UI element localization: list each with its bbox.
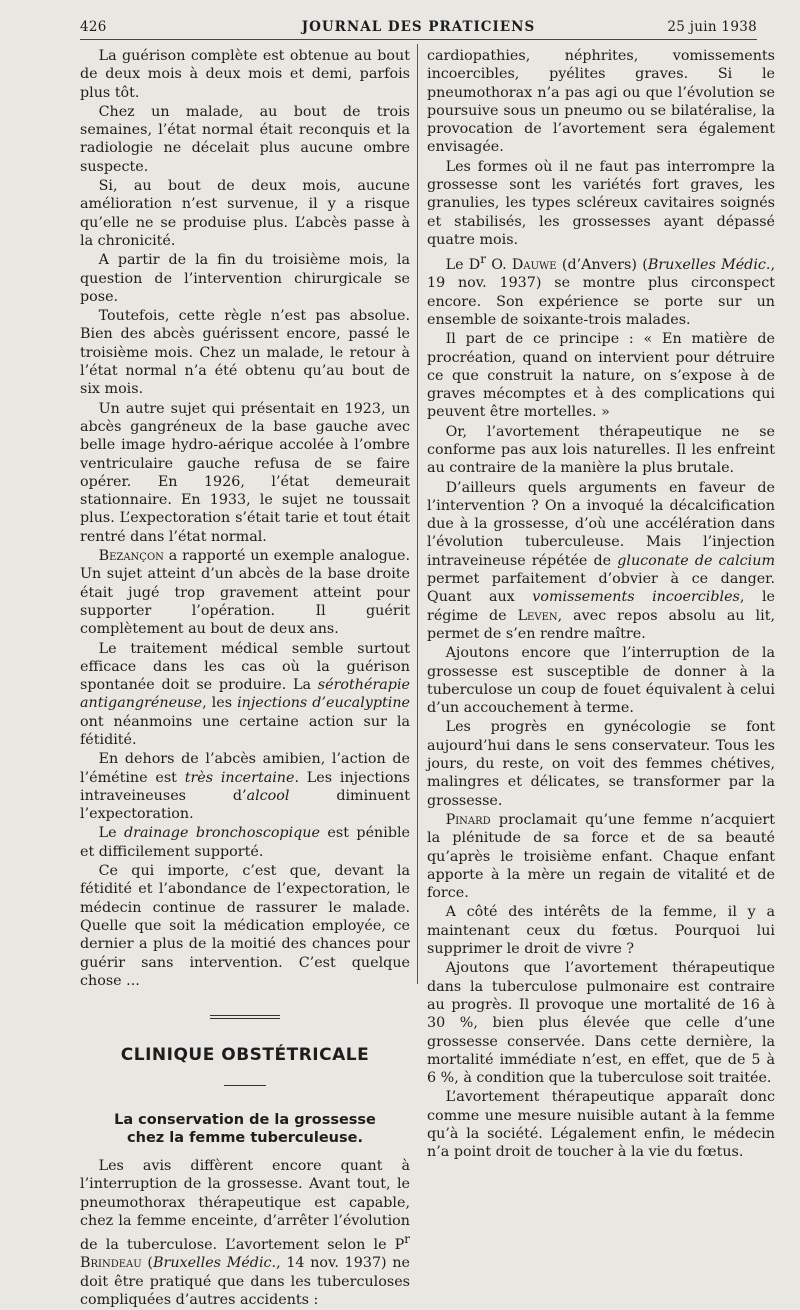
author-name: Brindeau [80, 1255, 142, 1272]
section-underline [80, 1073, 410, 1091]
author-name: Leven [517, 607, 558, 624]
author-name: Pinard [445, 811, 491, 828]
issue-date: 25 juin 1938 [667, 19, 757, 35]
paragraph: La guérison complète est obtenue au bout de deux mois à deux mois et demi, parfois plus tôt. [80, 48, 410, 101]
page-number: 426 [80, 19, 107, 35]
author-name: Bezançon [98, 548, 164, 565]
paragraph: Les formes où il ne faut pas interrompre la grossesse sont les variétés fort graves, les granulies, les types scléreux cavitaires soignés et stabilisés, les grossesses ayant dépassé quatre mois. [427, 158, 775, 248]
paragraph: Les avis diffèrent encore quant à l’interruption de la grossesse. Avant tout, le pneumothorax thérapeutique est capable, chez la femme enceinte, d’arrêter l’évolution de la tuberculose. L’avortement selon le $P^r$ Brindeau (Bruxelles Médic., 14 nov. 1937) ne doit être pratiqué que dans les tuberculoses compliquées d’autres accidents : [80, 1158, 410, 1308]
paragraph: Il part de ce principe : « En matière de procréation, quand on intervient pour détruire ce que construit la nature, on s’expose à de graves mécomptes et à des complications qui peuvent être mortelles. » [427, 331, 775, 421]
paragraph: Un autre sujet qui présentait en 1923, un abcès gangréneux de la base gauche avec belle image hydro-aérique accolée à l’ombre ventriculaire gauche refusa de se faire opérer. En 1926, l’état demeurait stationnaire. En 1933, le sujet ne toussait plus. L’expectoration s’était tarie et tout était rentré dans l’état normal. [80, 400, 410, 545]
paragraph: Or, l’avortement thérapeutique ne se conforme pas aux lois naturelles. Il les enfreint au contraire de la manière la plus brutale. [427, 423, 775, 477]
article-title: La conservation de la grossesse chez la femme tuberculeuse. [114, 1112, 376, 1147]
paragraph: Le drainage bronchoscopique est pénible et difficilement supporté. [80, 825, 410, 860]
section-separator [80, 1006, 410, 1024]
column-divider [417, 44, 418, 984]
paragraph: L’avortement thérapeutique apparaît donc comme une mesure nuisible autant à la femme qu’à la société. Légalement enfin, le médecin n’a point droit de toucher à la vie du fœtus. [427, 1089, 775, 1161]
author-name: O. Dauwe [485, 257, 557, 274]
paragraph: Le traitement médical semble surtout efficace dans les cas où la guérison spontanée doit se produire. La sérothérapie antigangréneuse, les injections d’eucalyptine ont néanmoins une certaine action sur la fétidité. [80, 640, 410, 748]
paragraph: Toutefois, cette règle n’est pas absolue. Bien des abcès guérissent encore, passé le troisième mois. Chez un malade, le retour à l’état normal n’a été obtenu qu’au bout de six mois. [80, 308, 410, 398]
paragraph: Ce qui importe, c’est que, devant la fétidité et l’abondance de l’expectoration, le médecin continue de rassurer le malade. Quelle que soit la médication employée, ce dernier a plus de la moitié des chances pour guérir sans intervention. C’est quelque chose ... [80, 863, 410, 989]
section-title: CLINIQUE OBSTÉTRICALE [120, 1045, 370, 1066]
page-header [80, 17, 757, 40]
paragraph: Les progrès en gynécologie se font aujourd’hui dans le sens conservateur. Tous les jours, du reste, on voit des femmes chétives, malingres et délicates, se transformer par la grossesse. [427, 719, 775, 809]
paragraph: En dehors de l’abcès amibien, l’action de l’émétine est très incertaine. Les injections intraveineuses d’alcool diminuent l’expectoration. [80, 751, 411, 823]
left-column [80, 47, 410, 1310]
paragraph: Ajoutons encore que l’interruption de la grossesse est susceptible de donner à la tuberculose un coup de fouet équivalent à celui d’un accouchement à terme. [427, 645, 775, 717]
paragraph: A partir de la fin du troisième mois, la question de l’intervention chirurgicale se pose. [80, 252, 410, 305]
paragraph: Chez un malade, au bout de trois semaines, l’état normal était reconquis et la radiologie ne décelait plus aucune ombre suspecte. [80, 103, 410, 175]
paragraph: Le $D^r$ O. Dauwe (d’Anvers) (Bruxelles Médic., 19 nov. 1937) se montre plus circonspect encore. Son expérience se porte sur un ensemble de soixante-trois malades. [427, 252, 776, 328]
paragraph: Bezançon a rapporté un exemple analogue. Un sujet atteint d’un abcès de la base droite était jugé trop gravement atteint pour supporter l’opération. Il guérit complètement au bout de deux ans. [80, 548, 410, 638]
paragraph: Si, au bout de deux mois, aucune amélioration n’est survenue, il y a risque qu’elle ne se produise plus. L’abcès passe à la chronicité. [80, 178, 410, 249]
paragraph: Ajoutons que l’avortement thérapeutique dans la tuberculose pulmonaire est contraire au progrès. Il provoque une mortalité de 16 à 30 %, bien plus élevée que celle d’une grossesse conservée. Dans cette dernière, la mortalité immédiate n’est, en effet, que de 5 à 6 %, à condition que la tuberculose soit traitée. [427, 960, 775, 1087]
journal-title: JOURNAL DES PRATICIENS [301, 19, 536, 35]
paragraph: Pinard proclamait qu’une femme n’acquiert la plénitude de sa force et de sa beauté qu’après le troisième enfant. Chaque enfant apporte à la mère un regain de vitalité et de force. [427, 811, 775, 902]
paragraph: cardiopathies, néphrites, vomissements incoercibles, pyélites graves. Si le pneumothorax n’a pas agi ou que l’évolution se poursuive sous un pneumo ou se bilatéralise, la provocation de l’avortement sera également envisagée. [427, 48, 775, 156]
paragraph: A côté des intérêts de la femme, il y a maintenant ceux du fœtus. Pourquoi lui supprimer le droit de vivre ? [427, 904, 775, 958]
paragraph: D’ailleurs quels arguments en faveur de l’intervention ? On a invoqué la décalcification due à la grossesse, d’où une accélération dans l’évolution tuberculeuse. Mais l’injection intraveineuse répétée de gluconate de calcium permet parfaitement d’obvier à ce danger. Quant aux vomissements incoercibles, le régime de Leven, avec repos absolu au lit, permet de s’en rendre maître. [427, 479, 776, 642]
right-column [427, 47, 775, 1163]
